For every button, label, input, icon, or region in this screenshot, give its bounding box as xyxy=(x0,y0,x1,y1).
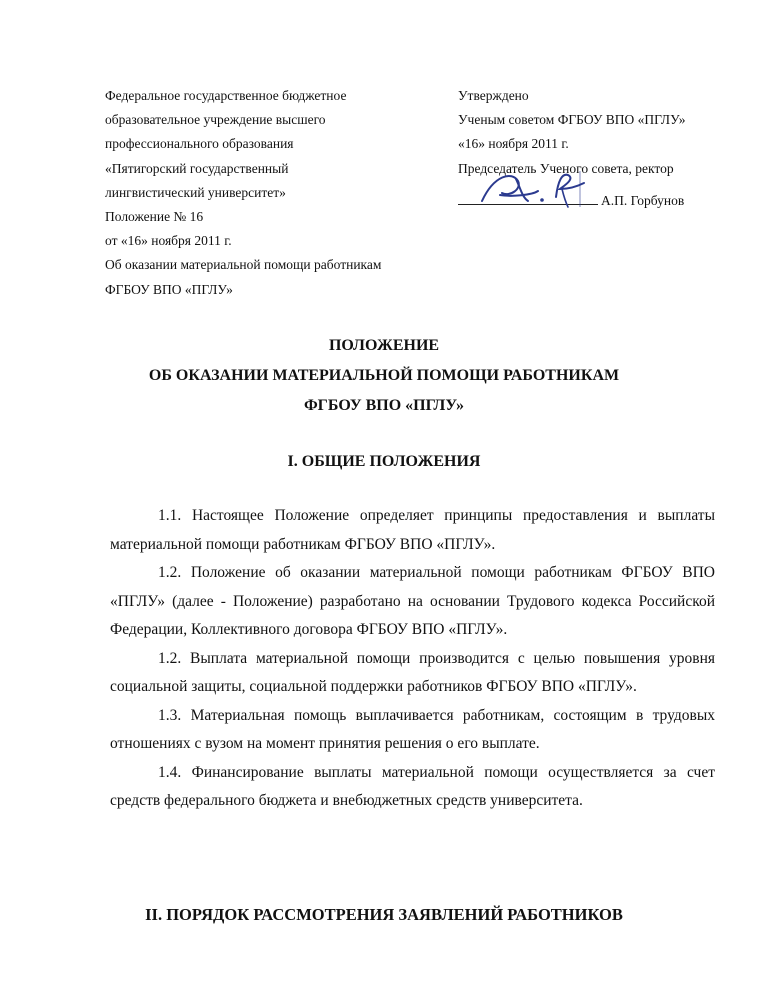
paragraph: 1.4. Финансирование выплаты материальной помощи осуществляется за счет средств федерального бюджета и внебюджетных средств университета. xyxy=(110,763,715,809)
section-heading: II. ПОРЯДОК РАССМОТРЕНИЯ ЗАЯВЛЕНИЙ РАБОТНИКОВ xyxy=(145,905,623,924)
signer-name: А.П. Горбунов xyxy=(601,192,685,208)
header-left-line: профессионального образования xyxy=(105,136,294,152)
document-date: от «16» ноября 2011 г. xyxy=(105,233,232,249)
organization-name: ФГБОУ ВПО «ПГЛУ» xyxy=(105,281,233,297)
title-line: ПОЛОЖЕНИЕ xyxy=(328,337,440,354)
header-left-line: «Пятигорский государственный xyxy=(105,160,289,176)
paragraph: 1.2. Выплата материальной помощи производится с целью повышения уровня социальной защиты, социальной поддержки работников ФГБОУ ВПО «ПГЛУ». xyxy=(110,649,715,695)
document-subject: Об оказании материальной помощи работникам xyxy=(105,257,382,273)
header-left-block xyxy=(105,84,445,302)
paragraph: 1.1. Настоящее Положение определяет принципы предоставления и выплаты материальной помощи работникам ФГБОУ ВПО «ПГЛУ». xyxy=(110,507,715,553)
document-title xyxy=(100,331,668,421)
paragraph: 1.3. Материальная помощь выплачивается работникам, состоящим в трудовых отношениях с вузом на момент принятия решения о его выплате. xyxy=(110,706,715,752)
approval-line: Ученым советом ФГБОУ ВПО «ПГЛУ» xyxy=(458,112,686,128)
header-left-line: образовательное учреждение высшего xyxy=(105,112,326,128)
section-body xyxy=(110,502,715,816)
approval-block xyxy=(458,84,748,213)
title-line: ФГБОУ ВПО «ПГЛУ» xyxy=(303,397,465,414)
approval-line: Председатель Ученого совета, ректор xyxy=(458,160,674,176)
document-number: Положение № 16 xyxy=(105,208,204,224)
header-left-line: Федеральное государственное бюджетное xyxy=(105,88,347,103)
section-heading: I. ОБЩИЕ ПОЛОЖЕНИЯ xyxy=(287,453,481,470)
approval-line: Утверждено xyxy=(458,88,529,103)
header-left-line: лингвистический университет» xyxy=(105,184,286,200)
signature-line xyxy=(458,189,748,213)
paragraph: 1.2. Положение об оказании материальной помощи работникам ФГБОУ ВПО «ПГЛУ» (далее - Положение) разработано на основании Трудового кодекса Российской Федерации, Коллективного договора ФГБОУ ВПО «ПГЛУ». xyxy=(110,564,715,638)
approval-line: «16» ноября 2011 г. xyxy=(458,136,569,152)
handwritten-signature xyxy=(472,167,602,211)
title-line: ОБ ОКАЗАНИИ МАТЕРИАЛЬНОЙ ПОМОЩИ РАБОТНИКАМ xyxy=(148,367,620,384)
